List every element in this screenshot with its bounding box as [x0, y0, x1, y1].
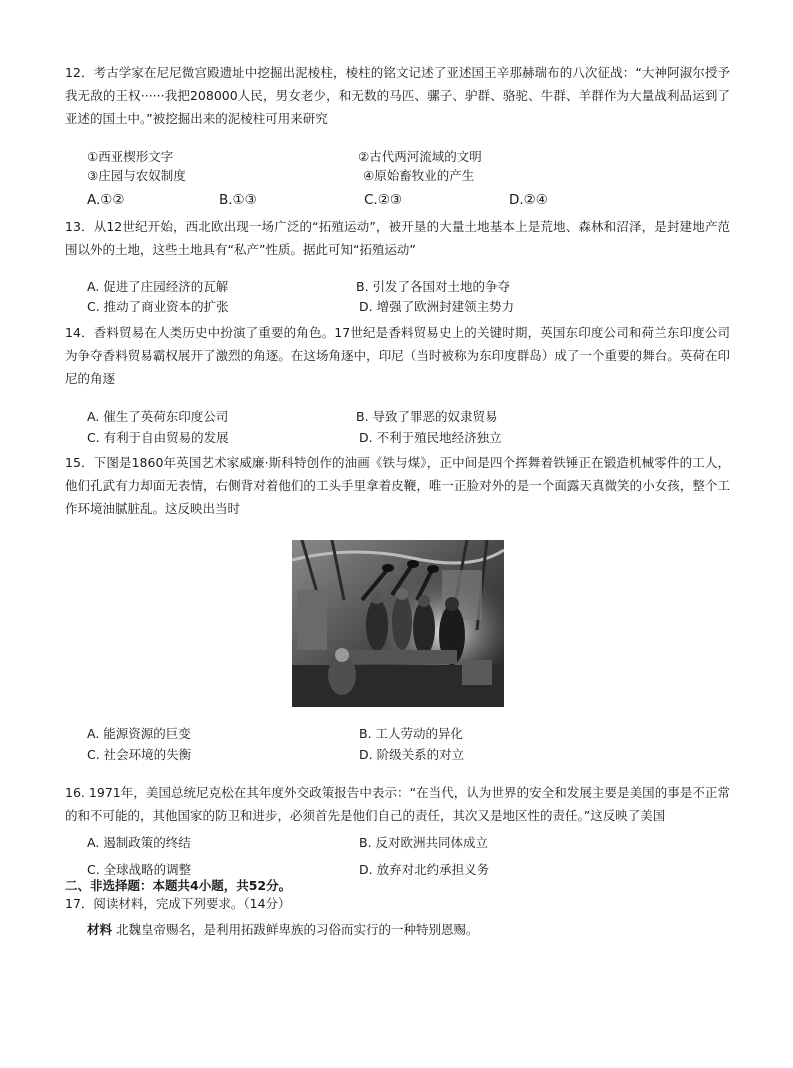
- q16-option-d[interactable]: D. 放弃对北约承担义务: [359, 862, 490, 877]
- q16-option-b[interactable]: B. 反对欧洲共同体成立: [359, 835, 489, 850]
- q13-option-b[interactable]: B. 引发了各国对土地的争夺: [356, 279, 511, 294]
- q16-stem: 16. 1971年，美国总统尼克松在其年度外交政策报告中表示：“在当代，认为世界的安全和发展主要是美国的事是不正常的和不可能的，其他国家的防卫和进步，必须首先是他们自己的责任，其次又是地区性的责任。”这反映了美国: [65, 785, 730, 823]
- q13-option-a[interactable]: A. 促进了庄园经济的瓦解: [87, 279, 229, 294]
- q17-material: [87, 921, 479, 938]
- q15-option-c[interactable]: C. 社会环境的失衡: [87, 747, 192, 762]
- q13-option-c[interactable]: C. 推动了商业资本的扩张: [87, 299, 229, 314]
- q12-item-4: ④原始畜牧业的产生: [363, 168, 475, 183]
- q12-item-3: ③庄园与农奴制度: [87, 168, 186, 183]
- q12-option-c[interactable]: C.②③: [364, 192, 402, 208]
- q14-option-d[interactable]: D. 不利于殖民地经济独立: [359, 430, 502, 445]
- q12-item-2: ②古代两河流域的文明: [358, 149, 482, 164]
- q16-option-a[interactable]: A. 遏制政策的终结: [87, 835, 191, 850]
- q17-material-label: 材料: [87, 922, 113, 937]
- q16-option-c[interactable]: C. 全球战略的调整: [87, 862, 192, 877]
- q12-option-b[interactable]: B.①③: [219, 192, 257, 208]
- q12-option-d[interactable]: D.②④: [509, 192, 548, 208]
- q14-option-b[interactable]: B. 导致了罪恶的奴隶贸易: [356, 409, 498, 424]
- q14-option-a[interactable]: A. 催生了英荷东印度公司: [87, 409, 229, 424]
- q15-option-b[interactable]: B. 工人劳动的异化: [359, 726, 464, 741]
- q14-stem: 14．香料贸易在人类历史中扮演了重要的角色。17世纪是香料贸易史上的关键时期，英国东印度公司和荷兰东印度公司为争夺香料贸易霸权展开了激烈的角逐。在这场角逐中，印尼（当时被称为东印度群岛）成了一个重要的舞台。英荷在印尼的角逐: [65, 325, 730, 386]
- q15-stem: 15．下图是1860年英国艺术家威廉·斯科特创作的油画《铁与煤》，正中间是四个挥舞着铁锤正在锻造机械零件的工人，他们孔武有力却面无表情，右侧背对着他们的工头手里拿着皮鞭，唯一正脸对外的是一个面露天真微笑的小女孩，整个工作环境油腻脏乱。这反映出当时: [65, 455, 730, 516]
- q12-option-a[interactable]: A.①②: [87, 192, 125, 208]
- q17-material-text: 北魏皇帝赐名，是利用拓跋鲜卑族的习俗而实行的一种特别恩赐。: [112, 922, 479, 937]
- q12-stem: 12．考古学家在尼尼微宫殿遗址中挖掘出泥棱柱，棱柱的铭文记述了亚述国王辛那赫瑞布的八次征战：“大神阿淑尔授予我无敌的王权······我把208000人民，男女老少，和无数的马匹、骡子、驴群、骆驼、牛群、羊群作为大量战利品运到了亚述的国土中。”被挖掘出来的泥棱柱可用来研究: [65, 65, 730, 126]
- q13-option-d[interactable]: D. 增强了欧洲封建领主势力: [359, 299, 515, 314]
- q13-stem: 13．从12世纪开始，西北欧出现一场广泛的“拓殖运动”，被开垦的大量土地基本上是荒地、森林和沼泽，是封建地产范围以外的土地，这些土地具有“私产”性质。据此可知“拓殖运动”: [65, 219, 730, 257]
- iron-and-coal-painting: [292, 540, 504, 707]
- q14-option-c[interactable]: C. 有利于自由贸易的发展: [87, 430, 229, 445]
- section-2-heading: 二、非选择题：本题共4小题，共52分。: [65, 878, 292, 893]
- q15-option-a[interactable]: A. 能源资源的巨变: [87, 726, 191, 741]
- q15-option-d[interactable]: D. 阶级关系的对立: [359, 747, 465, 762]
- q17-stem: 17．阅读材料，完成下列要求。（14分）: [65, 896, 291, 911]
- q12-item-1: ①西亚楔形文字: [87, 149, 174, 164]
